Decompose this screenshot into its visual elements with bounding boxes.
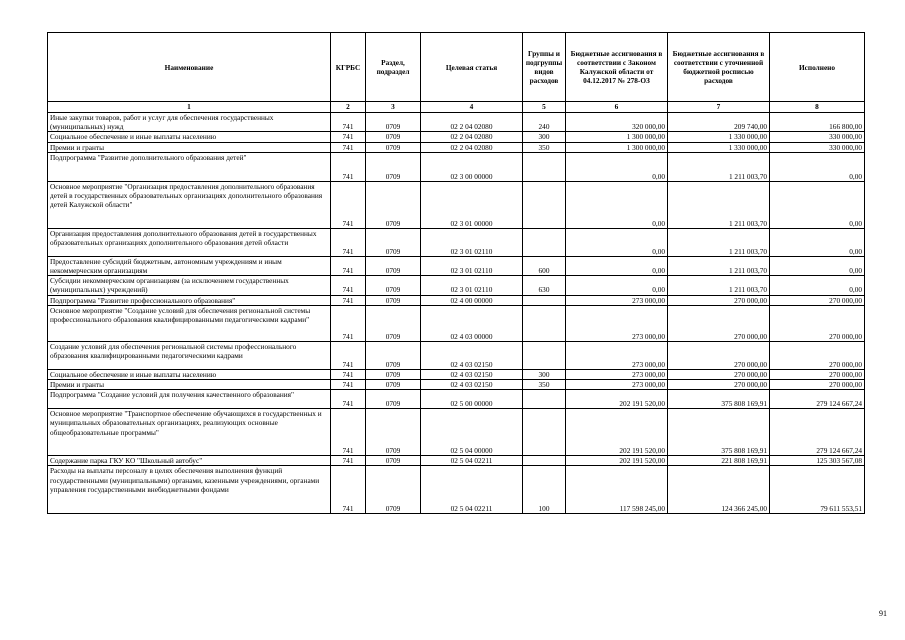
row-kgrbs: 741 [331, 341, 366, 369]
row-kgrbs: 741 [331, 113, 366, 132]
header-row [48, 33, 865, 102]
header-refined-budget: Бюджетные ассигнования в соответствии с уточненной бюджетной росписью расходов [668, 33, 770, 102]
table-row [48, 228, 865, 256]
row-executed: 166 800,00 [770, 113, 865, 132]
row-executed: 0,00 [770, 152, 865, 181]
row-expense-group [523, 181, 566, 228]
row-kgrbs: 741 [331, 390, 366, 409]
row-law-budget: 0,00 [566, 152, 668, 181]
row-name: Премии и гранты [48, 380, 331, 390]
row-razdel: 0709 [366, 305, 421, 341]
table-row [48, 380, 865, 390]
row-refined-budget: 375 808 169,91 [668, 409, 770, 456]
row-razdel: 0709 [366, 228, 421, 256]
row-kgrbs: 741 [331, 276, 366, 295]
row-expense-group [523, 456, 566, 466]
row-name: Создание условий для обеспечения региональной системы профессионального образования квалифицированными педагогическими кадрами [48, 341, 331, 369]
row-refined-budget: 270 000,00 [668, 380, 770, 390]
row-law-budget: 0,00 [566, 181, 668, 228]
row-target-article: 02 4 03 02150 [421, 369, 523, 379]
row-refined-budget: 1 211 003,70 [668, 256, 770, 275]
row-refined-budget: 209 740,00 [668, 113, 770, 132]
row-expense-group [523, 390, 566, 409]
row-law-budget: 0,00 [566, 228, 668, 256]
table-row [48, 113, 865, 132]
header-executed: Исполнено [770, 33, 865, 102]
table-row [48, 295, 865, 305]
row-name: Подпрограмма "Развитие профессионального образования" [48, 295, 331, 305]
row-refined-budget: 375 808 169,91 [668, 390, 770, 409]
row-executed: 270 000,00 [770, 369, 865, 379]
row-law-budget: 0,00 [566, 256, 668, 275]
table-row [48, 152, 865, 181]
row-law-budget: 273 000,00 [566, 305, 668, 341]
row-razdel: 0709 [366, 341, 421, 369]
row-razdel: 0709 [366, 380, 421, 390]
row-expense-group: 100 [523, 466, 566, 514]
row-executed: 330 000,00 [770, 142, 865, 152]
header-article: Целевая статья [421, 33, 523, 102]
row-executed: 270 000,00 [770, 305, 865, 341]
column-number: 2 [331, 102, 366, 113]
row-kgrbs: 741 [331, 369, 366, 379]
row-name: Социальное обеспечение и иные выплаты населению [48, 132, 331, 142]
page-number: 91 [879, 609, 887, 618]
row-kgrbs: 741 [331, 142, 366, 152]
header-name: Наименование [48, 33, 331, 102]
row-razdel: 0709 [366, 256, 421, 275]
table-row [48, 456, 865, 466]
row-kgrbs: 741 [331, 466, 366, 514]
row-target-article: 02 5 04 02211 [421, 456, 523, 466]
table-row [48, 256, 865, 275]
row-razdel: 0709 [366, 142, 421, 152]
row-law-budget: 1 300 000,00 [566, 132, 668, 142]
row-refined-budget: 270 000,00 [668, 369, 770, 379]
row-refined-budget: 1 211 003,70 [668, 276, 770, 295]
row-executed: 0,00 [770, 228, 865, 256]
row-refined-budget: 1 211 003,70 [668, 181, 770, 228]
row-name: Социальное обеспечение и иные выплаты населению [48, 369, 331, 379]
table-row [48, 132, 865, 142]
row-kgrbs: 741 [331, 456, 366, 466]
table-row [48, 142, 865, 152]
row-law-budget: 320 000,00 [566, 113, 668, 132]
row-expense-group [523, 295, 566, 305]
row-razdel: 0709 [366, 409, 421, 456]
row-target-article: 02 2 04 02080 [421, 142, 523, 152]
row-expense-group [523, 228, 566, 256]
row-executed: 270 000,00 [770, 341, 865, 369]
row-kgrbs: 741 [331, 181, 366, 228]
header-razdel: Раздел, подраздел [366, 33, 421, 102]
row-target-article: 02 2 04 02080 [421, 113, 523, 132]
row-law-budget: 273 000,00 [566, 380, 668, 390]
header-group: Группы и подгруппы видов расходов [523, 33, 566, 102]
row-razdel: 0709 [366, 466, 421, 514]
row-name: Организация предоставления дополнительного образования детей в государственных образовательных организациях дополнительного образования детей области [48, 228, 331, 256]
row-target-article: 02 3 01 02110 [421, 228, 523, 256]
table-row [48, 341, 865, 369]
row-name: Субсидии некоммерческим организациям (за исключением государственных (муниципальных) учреждений) [48, 276, 331, 295]
row-refined-budget: 1 330 000,00 [668, 142, 770, 152]
row-name: Премии и гранты [48, 142, 331, 152]
row-refined-budget: 1 211 003,70 [668, 228, 770, 256]
row-refined-budget: 124 366 245,00 [668, 466, 770, 514]
row-name: Основное мероприятие "Транспортное обеспечение обучающихся в государственных и муниципальных образовательных организациях, реализующих основные общеобразовательные программы" [48, 409, 331, 456]
row-executed: 79 611 553,51 [770, 466, 865, 514]
row-executed: 0,00 [770, 256, 865, 275]
row-refined-budget: 270 000,00 [668, 305, 770, 341]
row-kgrbs: 741 [331, 305, 366, 341]
row-law-budget: 1 300 000,00 [566, 142, 668, 152]
row-target-article: 02 5 04 02211 [421, 466, 523, 514]
budget-table [47, 32, 865, 514]
row-kgrbs: 741 [331, 256, 366, 275]
row-name: Расходы на выплаты персоналу в целях обеспечения выполнения функций государственными (муниципальными) органами, казенными учреждениями, органами управления государственными внебюджетными фондами [48, 466, 331, 514]
row-executed: 330 000,00 [770, 132, 865, 142]
row-name: Предоставление субсидий бюджетным, автономным учреждениям и иным некоммерческим организациям [48, 256, 331, 275]
row-name: Основное мероприятие "Организация предоставления дополнительного образования детей в государственных образовательных организациях дополнительного образования детей Калужской области" [48, 181, 331, 228]
row-expense-group: 300 [523, 369, 566, 379]
row-target-article: 02 5 00 00000 [421, 390, 523, 409]
row-executed: 0,00 [770, 276, 865, 295]
row-razdel: 0709 [366, 390, 421, 409]
row-expense-group: 350 [523, 142, 566, 152]
row-law-budget: 117 598 245,00 [566, 466, 668, 514]
row-expense-group: 300 [523, 132, 566, 142]
row-razdel: 0709 [366, 369, 421, 379]
row-refined-budget: 270 000,00 [668, 295, 770, 305]
row-refined-budget: 221 808 169,91 [668, 456, 770, 466]
row-name: Основное мероприятие "Создание условий для обеспечения региональной системы профессионального образования квалифицированными педагогическими кадрами" [48, 305, 331, 341]
row-refined-budget: 270 000,00 [668, 341, 770, 369]
row-razdel: 0709 [366, 276, 421, 295]
row-executed: 279 124 667,24 [770, 409, 865, 456]
column-number: 1 [48, 102, 331, 113]
column-number-row [48, 102, 865, 113]
row-kgrbs: 741 [331, 295, 366, 305]
row-kgrbs: 741 [331, 409, 366, 456]
table-row [48, 369, 865, 379]
row-refined-budget: 1 330 000,00 [668, 132, 770, 142]
row-law-budget: 273 000,00 [566, 341, 668, 369]
table-row [48, 276, 865, 295]
column-number: 5 [523, 102, 566, 113]
row-razdel: 0709 [366, 295, 421, 305]
row-kgrbs: 741 [331, 228, 366, 256]
column-number: 4 [421, 102, 523, 113]
row-law-budget: 0,00 [566, 276, 668, 295]
row-razdel: 0709 [366, 181, 421, 228]
row-executed: 279 124 667,24 [770, 390, 865, 409]
row-razdel: 0709 [366, 456, 421, 466]
row-target-article: 02 3 01 02110 [421, 256, 523, 275]
row-executed: 270 000,00 [770, 380, 865, 390]
row-executed: 125 303 567,08 [770, 456, 865, 466]
row-target-article: 02 5 04 00000 [421, 409, 523, 456]
row-kgrbs: 741 [331, 132, 366, 142]
row-target-article: 02 3 01 02110 [421, 276, 523, 295]
table-row [48, 390, 865, 409]
row-expense-group: 350 [523, 380, 566, 390]
row-target-article: 02 4 00 00000 [421, 295, 523, 305]
row-target-article: 02 3 00 00000 [421, 152, 523, 181]
column-number: 6 [566, 102, 668, 113]
column-number: 7 [668, 102, 770, 113]
row-target-article: 02 4 03 02150 [421, 341, 523, 369]
row-target-article: 02 2 04 02080 [421, 132, 523, 142]
row-executed: 0,00 [770, 181, 865, 228]
column-number: 3 [366, 102, 421, 113]
row-law-budget: 202 191 520,00 [566, 390, 668, 409]
table-row [48, 409, 865, 456]
table-row [48, 466, 865, 514]
row-name: Подпрограмма "Развитие дополнительного образования детей" [48, 152, 331, 181]
row-kgrbs: 741 [331, 380, 366, 390]
row-expense-group [523, 341, 566, 369]
row-expense-group: 240 [523, 113, 566, 132]
row-razdel: 0709 [366, 132, 421, 142]
row-kgrbs: 741 [331, 152, 366, 181]
column-number: 8 [770, 102, 865, 113]
row-refined-budget: 1 211 003,70 [668, 152, 770, 181]
row-executed: 270 000,00 [770, 295, 865, 305]
row-law-budget: 273 000,00 [566, 369, 668, 379]
row-expense-group: 630 [523, 276, 566, 295]
row-law-budget: 202 191 520,00 [566, 456, 668, 466]
row-razdel: 0709 [366, 152, 421, 181]
table-row [48, 305, 865, 341]
header-kgrbs: КГРБС [331, 33, 366, 102]
table-row [48, 181, 865, 228]
row-target-article: 02 4 03 02150 [421, 380, 523, 390]
row-target-article: 02 3 01 00000 [421, 181, 523, 228]
row-name: Подпрограмма "Создание условий для получения качественного образования" [48, 390, 331, 409]
row-target-article: 02 4 03 00000 [421, 305, 523, 341]
row-razdel: 0709 [366, 113, 421, 132]
row-expense-group [523, 152, 566, 181]
row-law-budget: 273 000,00 [566, 295, 668, 305]
row-name: Содержание парка ГКУ КО "Школьный автобус" [48, 456, 331, 466]
row-name: Иные закупки товаров, работ и услуг для обеспечения государственных (муниципальных) нужд [48, 113, 331, 132]
row-expense-group [523, 409, 566, 456]
header-law-budget: Бюджетные ассигнования в соответствии с Законом Калужской области от 04.12.2017 № 278-ОЗ [566, 33, 668, 102]
row-expense-group [523, 305, 566, 341]
row-expense-group: 600 [523, 256, 566, 275]
row-law-budget: 202 191 520,00 [566, 409, 668, 456]
